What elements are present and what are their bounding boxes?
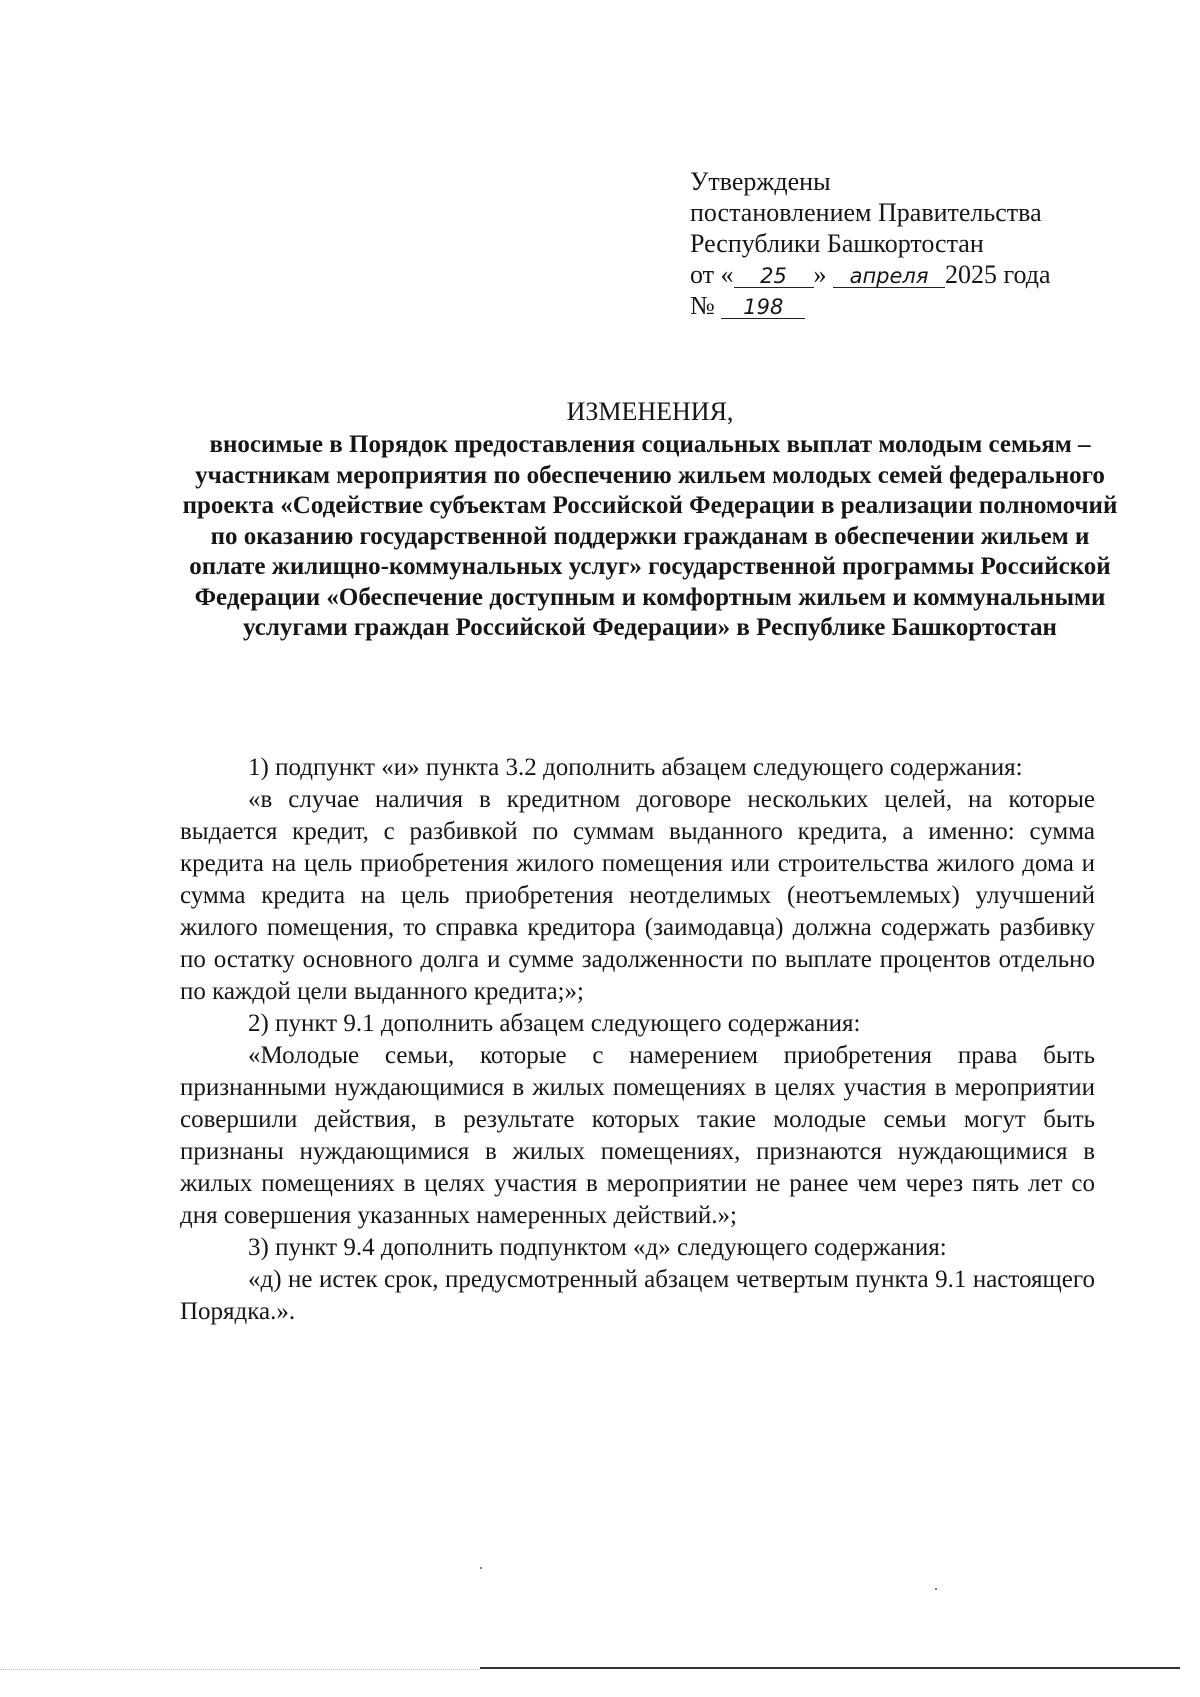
amendment-item-2: 2) пункт 9.1 дополнить абзацем следующего содержания: bbox=[248, 1010, 861, 1037]
approval-line-resolution: постановлением Правительства bbox=[690, 198, 1042, 227]
approval-date-line bbox=[690, 259, 1110, 290]
date-month-field: апреля bbox=[833, 265, 945, 288]
approval-line-approved: Утверждены bbox=[690, 167, 831, 196]
document-subtitle: вносимые в Порядок предоставления социальных выплат молодым семьям – участникам мероприятия по обеспечению жильем молодых семей федерального проекта «Содействие субъектам Российской Федерации в реализации полномочий по оказанию государственной поддержки гражданам в обеспечении жильем и оплате жилищно-коммунальных услуг» государственной программы Российской Федерации «Обеспечение доступным и комфортным жильем и коммунальными услугами граждан Российской Федерации» в Республике Башкортостан bbox=[182, 431, 1118, 641]
document-body bbox=[180, 752, 1095, 1328]
scan-edge-line bbox=[480, 1667, 1180, 1669]
scan-speck bbox=[935, 1588, 937, 1590]
amendment-item-2-text: «Молодые семьи, которые с намерением приобретения права быть признанными нуждающимися в жилых помещениях в целях участия в мероприятии совершили действия, в результате которых такие молодые семьи могут быть признаны нуждающимися в жилых помещениях, признаются нуждающимися в жилых помещениях в целях участия в мероприятии не ранее чем через пять лет со дня совершения указанных намеренных действий.»; bbox=[180, 1042, 1095, 1229]
date-year: 2025 года bbox=[945, 260, 1051, 289]
date-mid: » bbox=[813, 260, 827, 289]
scan-speck bbox=[480, 1567, 482, 1569]
number-field: 198 bbox=[721, 296, 805, 319]
amendment-item-1: 1) подпункт «и» пункта 3.2 дополнить абзацем следующего содержания: bbox=[248, 754, 1023, 781]
document-title: ИЗМЕНЕНИЯ, bbox=[566, 397, 734, 426]
date-day-field: 25 bbox=[734, 265, 814, 288]
date-prefix: от « bbox=[690, 260, 734, 289]
approval-number-line bbox=[690, 290, 1110, 321]
approval-line-republic: Республики Башкортостан bbox=[690, 229, 984, 258]
amendment-item-1-text: «в случае наличия в кредитном договоре нескольких целей, на которые выдается кредит, с разбивкой по суммам выданного кредита, а именно: сумма кредита на цель приобретения жилого помещения или строительства жилого дома и сумма кредита на цель приобретения неотделимых (неотъемлемых) улучшений жилого помещения, то справка кредитора (заимодавца) должна содержать разбивку по остатку основного долга и сумме задолженности по выплате процентов отдельно по каждой цели выданного кредита;»; bbox=[180, 786, 1095, 1005]
approval-stamp-block bbox=[690, 166, 1110, 321]
number-prefix: № bbox=[690, 291, 715, 320]
document-title-block bbox=[180, 396, 1120, 644]
amendment-item-3: 3) пункт 9.4 дополнить подпунктом «д» следующего содержания: bbox=[248, 1234, 947, 1261]
scan-edge-line bbox=[0, 1669, 480, 1670]
amendment-item-3-text: «д) не истек срок, предусмотренный абзацем четвертым пункта 9.1 настоящего Порядка.». bbox=[180, 1266, 1095, 1325]
